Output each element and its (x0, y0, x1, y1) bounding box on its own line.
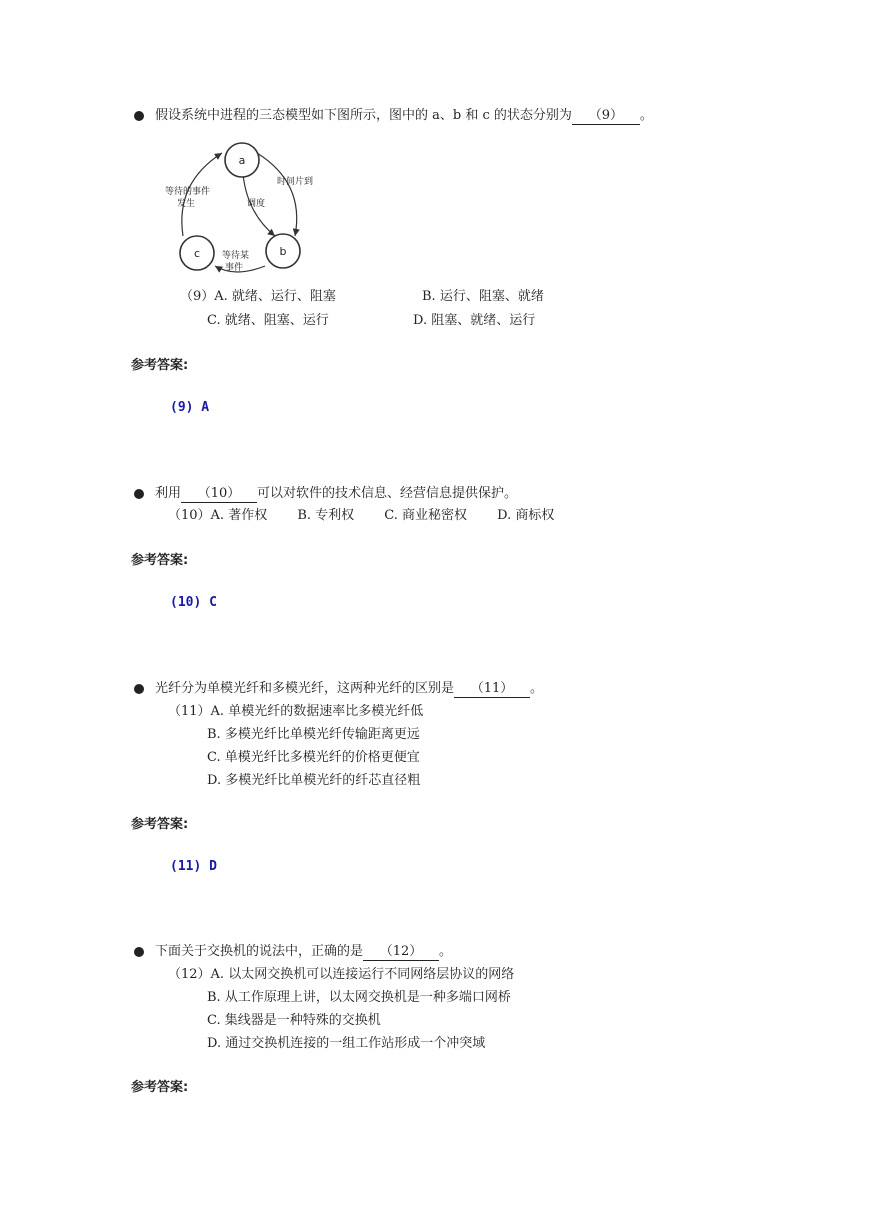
q12-option-c: C. 集线器是一种特殊的交换机 (207, 1013, 381, 1028)
question-12-stem (155, 943, 452, 961)
node-c-label: c (193, 247, 201, 260)
label-schedule: 调度 (247, 199, 266, 209)
ref-answer-label-11: 参考答案: (131, 817, 189, 832)
answer-11: (11) D (170, 859, 217, 874)
question-12-end: 。 (439, 944, 453, 959)
question-10-stem (155, 485, 517, 503)
q9-option-b: B. 运行、阻塞、就绪 (422, 289, 544, 304)
answer-blank-10: （10） (181, 486, 257, 503)
answer-10: (10) C (170, 595, 217, 610)
question-11-stem (155, 680, 543, 698)
question-10-text-pre: 利用 (155, 486, 182, 501)
answer-blank-9: （9） (572, 108, 640, 125)
ref-answer-label-12: 参考答案: (131, 1080, 189, 1095)
question-11-end: 。 (530, 681, 544, 696)
answer-9: (9) A (170, 400, 210, 415)
label-timeslice: 时间片到 (277, 177, 314, 187)
bullet-icon (134, 684, 144, 694)
q9-option-d: D. 阻塞、就绪、运行 (413, 313, 536, 328)
label-wait-occur-2: 发生 (177, 199, 196, 209)
question-12-text: 下面关于交换机的说法中，正确的是 (155, 944, 364, 959)
q9-option-c: C. 就绪、阻塞、运行 (207, 313, 329, 328)
question-11-text: 光纤分为单模光纤和多模光纤，这两种光纤的区别是 (155, 681, 455, 696)
answer-blank-11: （11） (454, 681, 530, 698)
label-wait-some-1: 等待某 (222, 251, 250, 261)
answer-blank-12: （12） (363, 944, 439, 961)
node-a-label: a (238, 154, 246, 167)
process-state-diagram (165, 138, 315, 278)
bullet-icon (134, 111, 144, 121)
label-wait-occur-1: 等待的事件 (165, 187, 211, 197)
question-9-end: 。 (639, 108, 653, 123)
q11-option-d: D. 多模光纤比单模光纤的纤芯直径粗 (207, 773, 421, 788)
bullet-icon (134, 947, 144, 957)
bullet-icon (134, 489, 144, 499)
ref-answer-label-10: 参考答案: (131, 553, 189, 568)
q11-option-a: （11）A. 单模光纤的数据速率比多模光纤低 (168, 704, 424, 719)
question-9-stem (155, 107, 653, 125)
q11-option-c: C. 单模光纤比多模光纤的价格更便宜 (207, 750, 420, 765)
ref-answer-label-9: 参考答案: (131, 358, 189, 373)
label-wait-some-2: 事件 (225, 263, 244, 273)
node-b-label: b (279, 245, 287, 258)
q12-option-a: （12）A. 以太网交换机可以连接运行不同网络层协议的网络 (168, 967, 515, 982)
q10-options: （10）A. 著作权 B. 专利权 C. 商业秘密权 D. 商标权 (168, 508, 555, 523)
question-9-text: 假设系统中进程的三态模型如下图所示，图中的 a、b 和 c 的状态分别为 (155, 108, 572, 123)
q11-option-b: B. 多模光纤比单模光纤传输距离更远 (207, 727, 420, 742)
question-10-text-post: 可以对软件的技术信息、经营信息提供保护。 (257, 486, 518, 501)
q9-option-a: （9）A. 就绪、运行、阻塞 (180, 289, 336, 304)
q12-option-b: B. 从工作原理上讲，以太网交换机是一种多端口网桥 (207, 990, 511, 1005)
q12-option-d: D. 通过交换机连接的一组工作站形成一个冲突域 (207, 1036, 486, 1051)
